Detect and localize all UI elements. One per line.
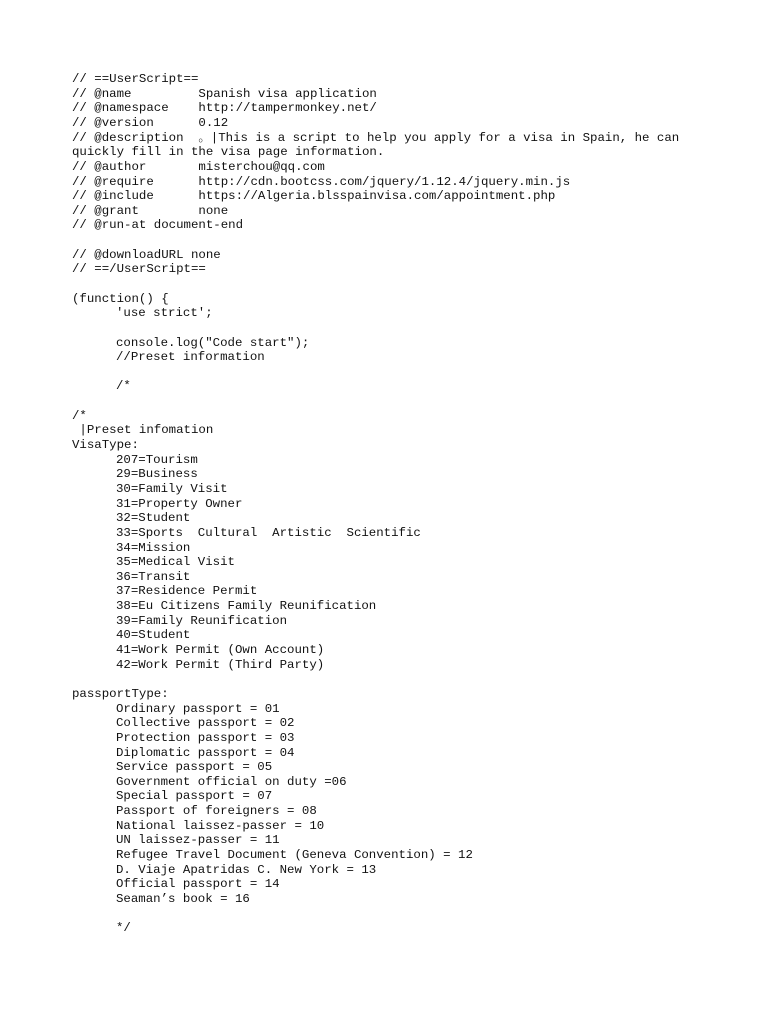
passport-type-item: Collective passport = 02 [116, 716, 295, 731]
visa-type-item: 36=Transit [116, 569, 191, 584]
visa-type-item: 42=Work Permit (Third Party) [116, 657, 325, 672]
code-line: // @downloadURL none [72, 247, 221, 262]
passport-type-item: Refugee Travel Document (Geneva Convention) = 12 [116, 847, 473, 862]
code-line: console.log("Code start"); [116, 335, 310, 350]
code-line: // @require http://cdn.bootcss.com/jquery/1.12.4/jquery.min.js [72, 174, 571, 189]
code-line: // @author misterchou@qq.com [72, 159, 325, 174]
visa-type-item: 38=Eu Citizens Family Reunification [116, 599, 377, 614]
code-line: VisaType: [72, 438, 139, 453]
blank-line [72, 233, 712, 248]
blank-line [72, 394, 712, 409]
passport-type-item: National laissez-passer = 10 [116, 818, 325, 833]
code-line: // @include https://Algeria.blsspainvisa.com/appointment.php [72, 189, 556, 204]
visa-type-item: 33=Sports Cultural Artistic Scientific [116, 525, 421, 540]
visa-type-item: 29=Business [116, 467, 198, 482]
visa-type-item: 34=Mission [116, 540, 191, 555]
visa-type-item: 207=Tourism [116, 452, 198, 467]
passport-type-item: Protection passport = 03 [116, 730, 295, 745]
blank-line [72, 321, 712, 336]
passport-type-item: Government official on duty =06 [116, 774, 347, 789]
visa-type-item: 31=Property Owner [116, 496, 243, 511]
blank-line [72, 365, 712, 380]
visa-type-item: 39=Family Reunification [116, 613, 288, 628]
visa-type-item: 32=Student [116, 511, 191, 526]
passport-type-item: Service passport = 05 [116, 760, 273, 775]
visa-type-item: 41=Work Permit (Own Account) [116, 643, 325, 658]
blank-line [72, 672, 712, 687]
code-line: // @description 。|This is a script to help you apply for a visa in Spain, he can quickly fill in the visa page information. [72, 130, 687, 160]
passport-type-item: Official passport = 14 [116, 877, 280, 892]
code-line: //Preset information [116, 350, 265, 365]
code-line: (function() { [72, 291, 169, 306]
document-page [72, 72, 712, 936]
code-line: |Preset infomation [72, 423, 214, 438]
visa-type-item: 37=Residence Permit [116, 584, 258, 599]
visa-type-item: 30=Family Visit [116, 481, 228, 496]
code-line: // @version 0.12 [72, 115, 229, 130]
code-line: // @namespace http://tampermonkey.net/ [72, 101, 377, 116]
blank-line [72, 907, 712, 922]
code-line: // @grant none [72, 203, 229, 218]
code-line: // @name Spanish visa application [72, 86, 377, 101]
passport-type-item: Seaman’s book = 16 [116, 891, 250, 906]
visa-type-item: 35=Medical Visit [116, 555, 235, 570]
code-line: // @run-at document-end [72, 218, 244, 233]
code-line: /* [116, 379, 131, 394]
blank-line [72, 277, 712, 292]
passport-type-item: Passport of foreigners = 08 [116, 804, 317, 819]
code-line: */ [116, 921, 131, 936]
code-line: passportType: [72, 686, 169, 701]
code-line: 'use strict'; [116, 306, 213, 321]
passport-type-item: Special passport = 07 [116, 789, 273, 804]
passport-type-item: Ordinary passport = 01 [116, 701, 280, 716]
passport-type-item: D. Viaje Apatridas C. New York = 13 [116, 862, 377, 877]
code-line: // ==UserScript== [72, 72, 199, 86]
code-line: /* [72, 408, 87, 423]
passport-type-item: UN laissez-passer = 11 [116, 833, 280, 848]
visa-type-item: 40=Student [116, 628, 191, 643]
code-line: // ==/UserScript== [72, 262, 206, 277]
passport-type-item: Diplomatic passport = 04 [116, 745, 295, 760]
